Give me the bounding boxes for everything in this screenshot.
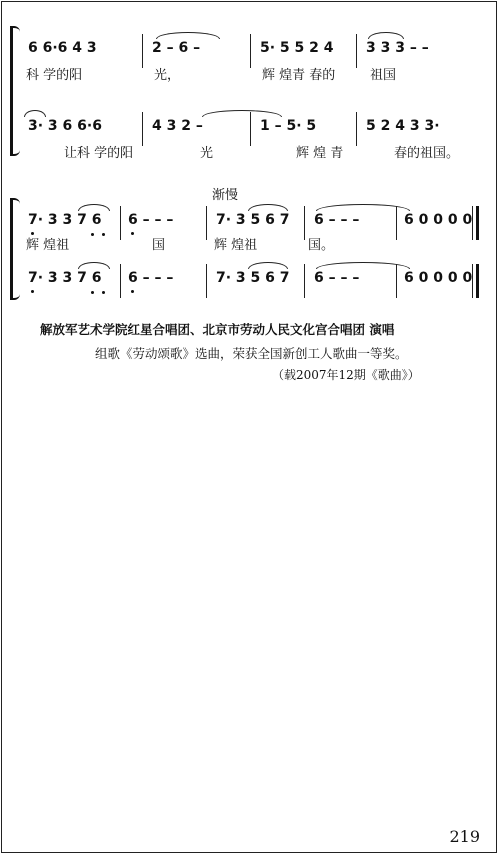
slur: [248, 262, 288, 269]
measure-1-3: 5· 5 5 2 4: [260, 40, 334, 56]
slur: [316, 204, 410, 211]
page-number: 219: [449, 827, 480, 846]
barline: [472, 206, 473, 240]
low-octave-dot: [91, 291, 94, 294]
barline: [250, 34, 251, 68]
measure-3-5: 6 0 0 0 0: [404, 212, 473, 228]
lyric-2-3: 辉 煌 青: [296, 146, 344, 161]
lyric-3-3: 辉 煌祖: [214, 238, 258, 253]
measure-1-4: 3 3 3 – –: [366, 40, 429, 56]
slur: [156, 32, 220, 39]
slur: [78, 262, 110, 269]
barline: [304, 264, 305, 298]
slur: [78, 204, 110, 211]
barline: [120, 264, 121, 298]
barline: [206, 206, 207, 240]
low-octave-dot: [31, 290, 34, 293]
slur: [24, 110, 46, 117]
slur: [248, 204, 288, 211]
publication-note: （载2007年12期《歌曲》）: [272, 368, 420, 382]
source-note: 组歌《劳动颂歌》选曲，荣获全国新创工人歌曲一等奖。: [95, 346, 408, 361]
barline: [396, 206, 397, 240]
measure-3-2: 6 – – –: [128, 212, 174, 228]
lyric-1-2: 光，: [154, 68, 181, 83]
staff-line-1: [22, 34, 482, 68]
measure-4-3: 7· 3 5 6 7: [216, 270, 290, 286]
measure-3-4: 6 – – –: [314, 212, 360, 228]
staff-line-4: [22, 264, 478, 298]
lyric-3-1: 辉 煌祖: [26, 238, 70, 253]
measure-1-1: 6 6·6 4 3: [28, 40, 97, 56]
lyric-2-2: 光: [200, 146, 214, 161]
barline: [356, 34, 357, 68]
system-brace: [10, 30, 20, 152]
lyric-2-1: 让科 学的阳: [64, 146, 134, 161]
performers-credit: 解放军艺术学院红星合唱团、北京市劳动人民文化宫合唱团 演唱: [40, 322, 395, 337]
barline: [356, 112, 357, 146]
staff-line-2: [22, 112, 482, 146]
slur: [368, 32, 404, 39]
measure-2-4: 5 2 4 3 3·: [366, 118, 440, 134]
barline: [472, 264, 473, 298]
measure-2-2: 4 3 2 –: [152, 118, 203, 134]
measure-2-3: 1 – 5· 5: [260, 118, 317, 134]
system-brace: [10, 202, 20, 296]
measure-3-3: 7· 3 5 6 7: [216, 212, 290, 228]
barline: [142, 34, 143, 68]
barline: [206, 264, 207, 298]
lyric-3-4: 国。: [308, 238, 335, 253]
low-octave-dot: [31, 232, 34, 235]
measure-4-2: 6 – – –: [128, 270, 174, 286]
barline: [396, 264, 397, 298]
barline: [304, 206, 305, 240]
final-barline: [476, 206, 479, 240]
final-barline: [476, 264, 479, 298]
low-octave-dot: [131, 232, 134, 235]
measure-4-1: 7· 3 3 7 6: [28, 270, 102, 286]
lyric-3-2: 国: [152, 238, 166, 253]
barline: [142, 112, 143, 146]
lyric-1-3: 辉 煌青 春的: [262, 68, 336, 83]
low-octave-dot: [91, 233, 94, 236]
lyric-1-1: 科 学的阳: [26, 68, 83, 83]
measure-1-2: 2 – 6 –: [152, 40, 201, 56]
low-octave-dot: [131, 290, 134, 293]
barline: [120, 206, 121, 240]
slur: [202, 110, 282, 117]
staff-line-3: [22, 206, 478, 240]
lyric-1-4: 祖国: [370, 68, 397, 83]
measure-4-5: 6 0 0 0 0: [404, 270, 473, 286]
low-octave-dot: [102, 291, 105, 294]
lyric-2-4: 春的祖国。: [394, 146, 460, 161]
measure-4-4: 6 – – –: [314, 270, 360, 286]
slur: [316, 262, 410, 269]
barline: [250, 112, 251, 146]
low-octave-dot: [102, 233, 105, 236]
tempo-marking: 渐慢: [212, 188, 239, 203]
measure-2-1: 3· 3 6 6·6: [28, 118, 102, 134]
measure-3-1: 7· 3 3 7 6: [28, 212, 102, 228]
